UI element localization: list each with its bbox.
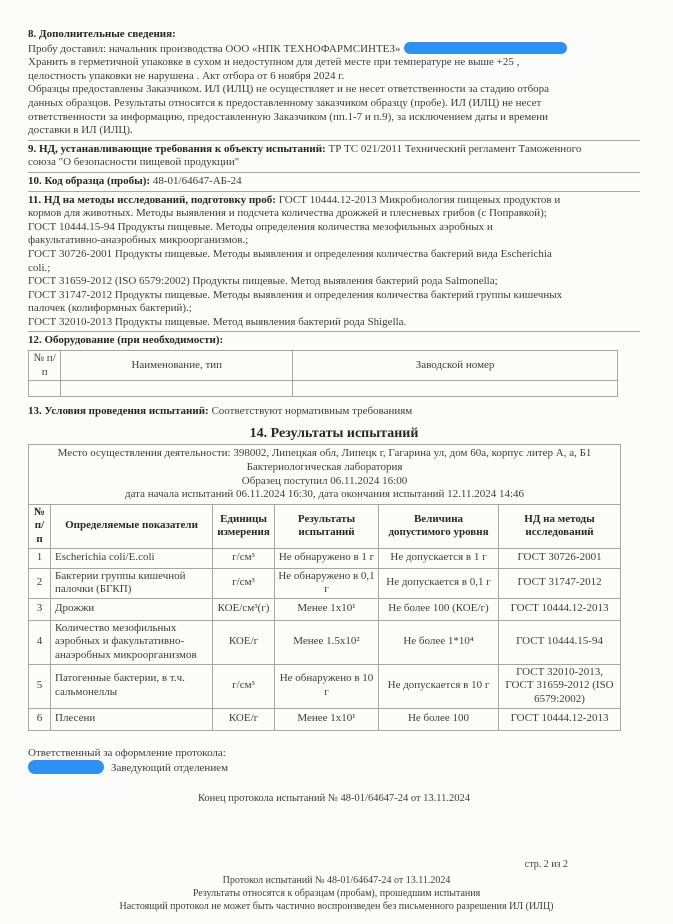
table-row	[29, 598, 621, 620]
footer-copyright-line: Настоящий протокол не может быть частично воспроизведен без письменного разрешения ИЛ (ИЛЦ)	[119, 901, 554, 912]
units-cell: КОЕ/г	[213, 708, 275, 730]
text-line: coli.;	[28, 261, 51, 274]
text-line: кормов для животных. Методы выявления и подсчета количества дрожжей и плесневых грибов (с Поправкой);	[28, 207, 547, 220]
page-number: стр. 2 из 2	[524, 859, 568, 870]
text-line	[28, 175, 640, 189]
indicator-cell: Бактерии группы кишечной палочки (БГКП)	[51, 568, 213, 598]
section-equipment	[28, 334, 640, 397]
method-cell: ГОСТ 31747-2012	[499, 568, 621, 598]
responsible-person-line	[28, 760, 640, 776]
equipment-table	[28, 350, 618, 397]
section-9-text: ТР ТС 021/2011 Технический регламент Таможенного	[328, 142, 582, 155]
activity-place-line: Место осуществления деятельности: 398002, Липецкая обл, Липецк г, Гагарина ул, дом 60а, корпус литер А, а, Б1	[57, 447, 592, 460]
equipment-empty-cell	[29, 381, 61, 397]
sample-code-value: 48-01/64647-АБ-24	[152, 174, 242, 187]
text-line: палочек (колиформных бактерий).;	[28, 302, 192, 315]
row-number-cell: 4	[29, 620, 51, 664]
results-header-row	[29, 504, 621, 548]
method-cell: ГОСТ 32010-2013, ГОСТ 31659-2012 (ISO 6579:2002)	[499, 664, 621, 708]
laboratory-line: Бактериологическая лаборатория	[246, 461, 403, 474]
row-number-cell: 3	[29, 598, 51, 620]
limit-cell: Не допускается в 0,1 г	[379, 568, 499, 598]
section-method-nd	[28, 194, 640, 333]
result-cell: Менее 1x10¹	[275, 598, 379, 620]
indicator-cell: Плесени	[51, 708, 213, 730]
equipment-col-serial: Заводской номер	[293, 351, 618, 381]
units-cell: г/см³	[213, 664, 275, 708]
table-row	[29, 708, 621, 730]
page-footer	[0, 874, 673, 913]
row-number-cell: 1	[29, 548, 51, 568]
sample-delivered-text: Пробу доставил: начальник производства ООО «НПК ТЕХНОФАРМСИНТЕЗ»	[28, 42, 401, 55]
text-line: доставки в ИЛ (ИЛЦ).	[28, 124, 133, 137]
result-cell: Не обнаружено в 1 г	[275, 548, 379, 568]
result-cell: Менее 1x10¹	[275, 708, 379, 730]
document-content	[28, 28, 640, 805]
conditions-value: Соответствуют нормативным требованиям	[211, 405, 413, 418]
section-10-heading: 10. Код образца (пробы):	[28, 174, 151, 187]
units-cell: КОЕ/см³(г)	[213, 598, 275, 620]
results-info-cell	[29, 445, 621, 504]
indicator-cell: Количество мезофильных аэробных и факультативно-анаэробных микроорганизмов	[51, 620, 213, 664]
redaction-blob-name	[404, 42, 567, 54]
limit-cell: Не допускается в 10 г	[379, 664, 499, 708]
text-line: факультативно-анаэробных микроорганизмов.;	[28, 234, 249, 247]
text-line: ГОСТ 30726-2001 Продукты пищевые. Методы выявления и определения количества бактерий вида Escherichia	[28, 247, 552, 260]
result-cell: Менее 1.5x10²	[275, 620, 379, 664]
signature-block	[28, 747, 640, 806]
text-line	[28, 194, 640, 208]
section-13-heading: 13. Условия проведения испытаний:	[28, 405, 209, 418]
result-cell: Не обнаружено в 10 г	[275, 664, 379, 708]
results-table	[28, 444, 621, 730]
protocol-end-line: Конец протокола испытаний № 48-01/64647-24 от 13.11.2024	[197, 792, 471, 804]
table-row	[29, 664, 621, 708]
method-cell: ГОСТ 10444.12-2013	[499, 598, 621, 620]
equipment-col-number: № п/п	[29, 351, 61, 381]
text-line: целостность упаковки не нарушена . Акт отбора от 6 ноября 2024 г.	[28, 69, 345, 82]
section-12-heading-line	[28, 334, 640, 348]
indicator-cell: Escherichia coli/E.coli	[51, 548, 213, 568]
text-line: ГОСТ 32010-2013 Продукты пищевые. Метод выявления бактерий рода Shigella.	[28, 315, 407, 328]
equipment-empty-row	[29, 381, 618, 397]
equipment-empty-cell	[61, 381, 293, 397]
units-cell: г/см³	[213, 548, 275, 568]
col-number: № п/п	[29, 504, 51, 548]
text-line: данных образцов. Результаты относятся к предоставленному заказчиком образцу (пробе). ИЛ (ИЛЦ) не несет	[28, 96, 542, 109]
section-requirements-nd	[28, 143, 640, 173]
equipment-header-row	[29, 351, 618, 381]
col-result: Результаты испытаний	[275, 504, 379, 548]
col-indicator: Определяемые показатели	[51, 504, 213, 548]
table-row	[29, 568, 621, 598]
test-dates-line: дата начала испытаний 06.11.2024 16:30, дата окончания испытаний 12.11.2024 14:46	[124, 488, 525, 501]
section-11-heading: 11. НД на методы исследований, подготовку проб:	[28, 193, 276, 206]
units-cell: КОЕ/г	[213, 620, 275, 664]
col-method: НД на методы исследований	[499, 504, 621, 548]
text-line: ответственности за информацию, предоставленную Заказчиком (пп.1-7 и п.9), за исключением даты и времени	[28, 110, 548, 123]
section-11-text: ГОСТ 10444.12-2013 Микробиология пищевых продуктов и	[278, 193, 561, 206]
section-12-heading: 12. Оборудование (при необходимости):	[28, 334, 224, 347]
result-cell: Не обнаружено в 0,1 г	[275, 568, 379, 598]
method-cell: ГОСТ 10444.12-2013	[499, 708, 621, 730]
responsible-label: Ответственный за оформление протокола:	[28, 746, 226, 759]
units-cell: г/см³	[213, 568, 275, 598]
text-line	[28, 143, 640, 157]
section-8-heading: 8. Дополнительные сведения:	[28, 28, 176, 40]
limit-cell: Не допускается в 1 г	[379, 548, 499, 568]
text-line: ГОСТ 31659-2012 (ISO 6579:2002) Продукты пищевые. Метод выявления бактерий рода Salmonella;	[28, 275, 498, 288]
signer-role: Заведующий отделением	[111, 762, 229, 775]
equipment-empty-cell	[293, 381, 618, 397]
indicator-cell: Дрожжи	[51, 598, 213, 620]
section-9-heading: 9. НД, устанавливающие требования к объекту испытаний:	[28, 142, 326, 155]
text-line: Хранить в герметичной упаковке в сухом и недоступном для детей месте при температуре не выше +25 ,	[28, 56, 520, 69]
row-number-cell: 2	[29, 568, 51, 598]
table-row	[29, 620, 621, 664]
method-cell: ГОСТ 10444.15-94	[499, 620, 621, 664]
section-test-conditions	[28, 405, 640, 419]
section-8-label	[28, 28, 640, 42]
row-number-cell: 5	[29, 664, 51, 708]
redaction-blob-signer	[28, 760, 104, 774]
footer-protocol-line: Протокол испытаний № 48-01/64647-24 от 13.11.2024	[222, 875, 451, 886]
row-number-cell: 6	[29, 708, 51, 730]
sample-delivered-line	[28, 42, 640, 57]
footer-results-line: Результаты относятся к образцам (пробам), прошедшим испытания	[192, 888, 481, 899]
section-sample-code	[28, 175, 640, 192]
indicator-cell: Патогенные бактерии, в т.ч. сальмонеллы	[51, 664, 213, 708]
sample-received-line: Образец поступил 06.11.2024 16:00	[241, 474, 408, 487]
text-line: ГОСТ 31747-2012 Продукты пищевые. Методы выявления и определения количества бактерий группы кишечных	[28, 288, 563, 301]
text-line: Образцы предоставлены Заказчиком. ИЛ (ИЛЦ) не осуществляет и не несет ответственности за стадию отбора	[28, 83, 550, 96]
table-row	[29, 548, 621, 568]
section-additional-info	[28, 28, 640, 141]
col-units: Единицы измерения	[213, 504, 275, 548]
results-info-row	[29, 445, 621, 504]
limit-cell: Не более 100	[379, 708, 499, 730]
text-line: союза "О безопасности пищевой продукции"	[28, 156, 240, 169]
text-line: ГОСТ 10444.15-94 Продукты пищевые. Методы определения количества мезофильных аэробных и	[28, 220, 493, 233]
method-cell: ГОСТ 30726-2001	[499, 548, 621, 568]
limit-cell: Не более 1*10⁴	[379, 620, 499, 664]
results-title: 14. Результаты испытаний	[249, 425, 419, 441]
limit-cell: Не более 100 (КОЕ/г)	[379, 598, 499, 620]
equipment-col-name: Наименование, тип	[61, 351, 293, 381]
col-limit: Величина допустимого уровня	[379, 504, 499, 548]
